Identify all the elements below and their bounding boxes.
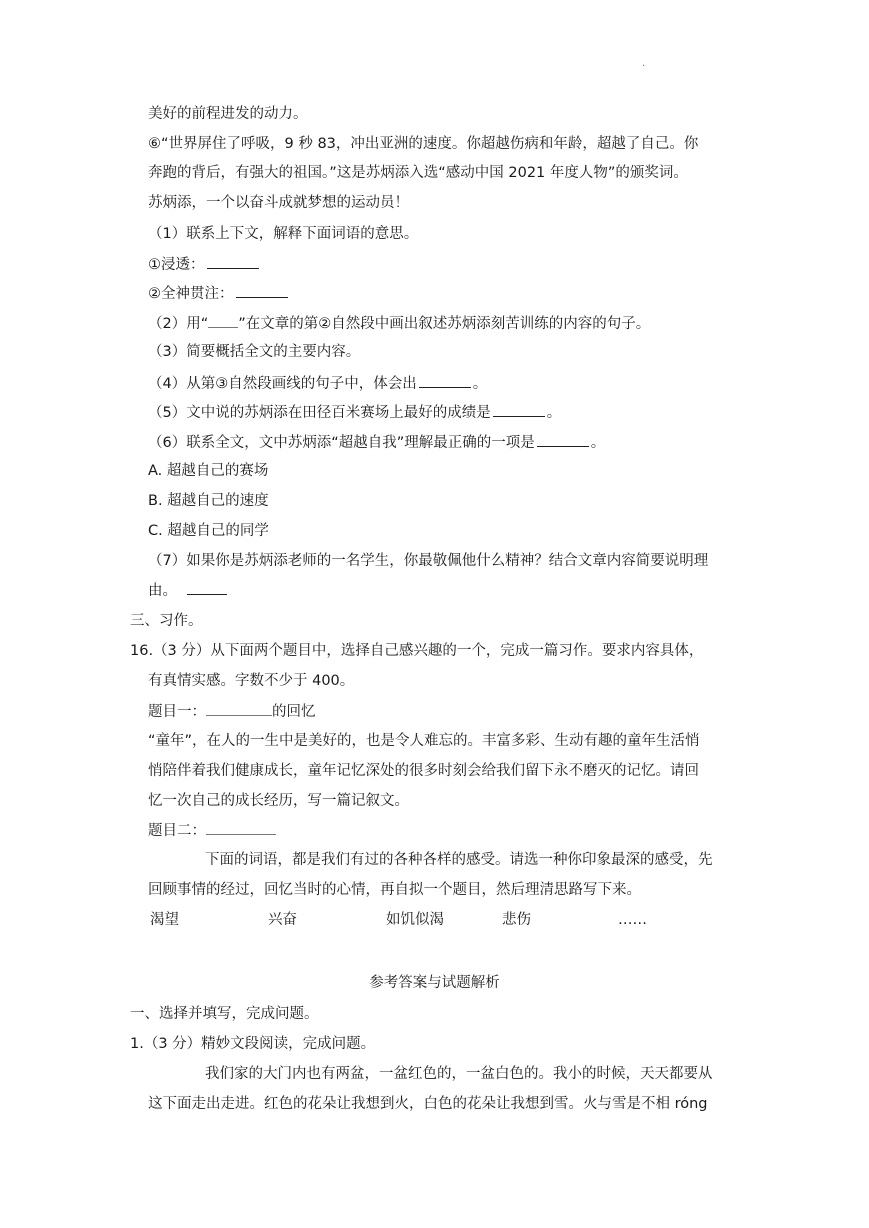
question-2-text-start: （2）用“ [148, 316, 209, 332]
question-6-text: （6）联系全文，文中苏炳添“超越自我”理解最正确的一项是 [148, 435, 535, 451]
question-4-text: （4）从第③自然段画线的句子中，体会出 [148, 376, 417, 392]
topic-two [148, 820, 276, 841]
topic-two-label: 题目二： [148, 823, 206, 839]
answer-blank[interactable] [187, 580, 227, 595]
question-7: （7）如果你是苏炳添老师的一名学生，你最敬佩他什么精神？结合文章内容简要说明理 [148, 553, 709, 569]
answer-passage-line: 我们家的大门内也有两盆，一盆红色的，一盆白色的。我小的时候，天天都要从 [205, 1066, 713, 1082]
answer-passage-line: 这下面走出走进。红色的花朵让我想到火，白色的花朵让我想到雪。火与雪是不相 róng [148, 1096, 708, 1112]
section-three-heading: 三、习作。 [130, 613, 203, 629]
corner-mark: . [642, 58, 646, 69]
answer-blank[interactable] [207, 254, 259, 269]
topic-blank[interactable] [206, 701, 272, 716]
passage-line: ⑥“世界屏住了呼吸，9 秒 83，冲出亚洲的速度。你超越伤病和年龄，超越了自己。你 [148, 136, 699, 152]
passage-line: 美好的前程进发的动力。 [148, 106, 308, 122]
passage-line: 奔跑的背后，有强大的祖国。”这是苏炳添入选“感动中国 2021 年度人物”的颁奖词。 [148, 165, 688, 181]
topic-one [148, 701, 316, 722]
option-b: B. 超越自己的速度 [148, 493, 269, 509]
question-6-end: 。 [590, 435, 606, 451]
question-4-end: 。 [472, 376, 488, 392]
question-4 [148, 373, 487, 394]
word-item: 兴奋 [268, 912, 297, 928]
answer-question-1: 1.（3 分）精妙文段阅读，完成问题。 [130, 1036, 376, 1052]
question-1a-text: ①浸透： [148, 257, 205, 273]
option-a: A. 超越自己的赛场 [148, 463, 269, 479]
answer-section-one: 一、选择并填写，完成问题。 [130, 1006, 319, 1022]
topic-one-suffix: 的回忆 [272, 704, 316, 720]
question-6 [148, 432, 605, 453]
question-16: 16.（3 分）从下面两个题目中，选择自己感兴趣的一个，完成一篇习作。要求内容具体， [130, 643, 704, 659]
question-16-cont: 有真情实感。字数不少于 400。 [148, 673, 355, 689]
question-2 [148, 313, 650, 334]
question-5-text: （5）文中说的苏炳添在田径百米赛场上最好的成绩是 [148, 405, 491, 421]
answer-section-title: 参考答案与试题解析 [369, 975, 500, 991]
answer-blank[interactable] [537, 432, 589, 447]
question-1a [148, 254, 261, 275]
question-7-text: 由。 [148, 583, 177, 599]
question-2-text-end: ”在文章的第②自然段中画出叙述苏炳添刻苦训练的内容的句子。 [238, 316, 651, 332]
topic-two-para: 回顾事情的经过，回忆当时的心情，再自拟一个题目，然后理清思路写下来。 [148, 882, 641, 898]
question-3: （3）简要概括全文的主要内容。 [148, 344, 361, 360]
topic-one-para: 悄陪伴着我们健康成长，童年记忆深处的很多时刻会给我们留下永不磨灭的记忆。请回 [148, 763, 699, 779]
topic-one-para: “童年”，在人的一生中是美好的，也是令人难忘的。丰富多彩、生动有趣的童年生活悄 [148, 733, 700, 749]
question-1b-text: ②全神贯注： [148, 286, 234, 302]
topic-one-para: 忆一次自己的成长经历，写一篇记叙文。 [148, 793, 409, 809]
topic-one-label: 题目一： [148, 704, 206, 720]
answer-blank[interactable] [236, 283, 288, 298]
topic-two-para: 下面的词语，都是我们有过的各种各样的感受。请选一种你印象最深的感受，先 [205, 852, 713, 868]
question-1: （1）联系上下文，解释下面词语的意思。 [148, 226, 419, 242]
word-item: 悲伤 [502, 912, 531, 928]
question-5-end: 。 [546, 405, 562, 421]
topic-blank[interactable] [206, 820, 276, 835]
underline-mark [208, 313, 238, 328]
question-5 [148, 402, 561, 423]
option-c: C. 超越自己的同学 [148, 523, 269, 539]
question-7-cont [148, 580, 229, 601]
question-1b [148, 283, 290, 304]
answer-blank[interactable] [493, 402, 545, 417]
word-item: 如饥似渴 [386, 912, 444, 928]
word-item: 渴望 [150, 912, 179, 928]
passage-line: 苏炳添，一个以奋斗成就梦想的运动员！ [148, 195, 409, 211]
word-item: …… [618, 912, 647, 928]
answer-blank[interactable] [419, 373, 471, 388]
